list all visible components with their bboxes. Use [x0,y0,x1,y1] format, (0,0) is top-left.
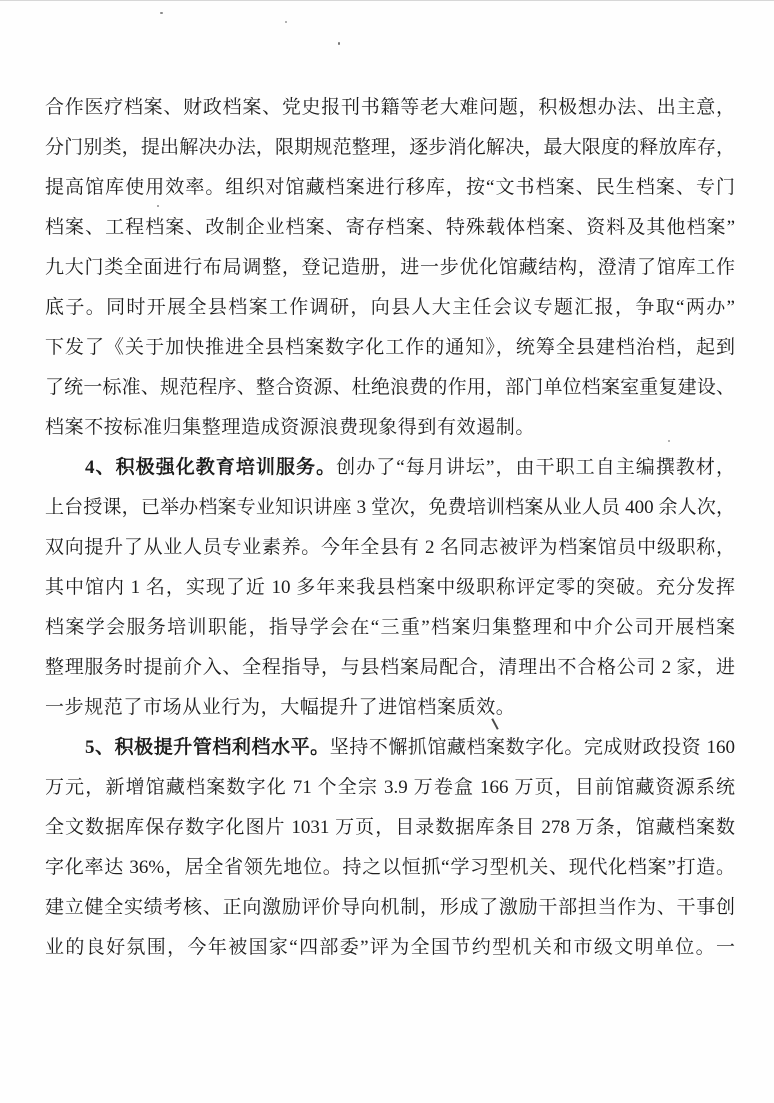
scan-artifact [285,21,287,23]
document-body [45,88,735,968]
text-segment: 合作医疗档案、财政档案、党史报刊书籍等老大难问题，积极想办法、出主意， [45,97,735,118]
bold-heading-segment: 4、积极强化教育培训服务。 [85,457,337,478]
text-segment: 双向提升了从业人员专业素养。今年全县有 2 名同志被评为档案馆员中级职称， [45,537,735,558]
text-line [45,768,735,808]
scan-edge-artifact [0,0,774,1]
text-segment: 创办了“每月讲坛”，由干职工自主编撰教材， [336,457,735,478]
scan-artifact [160,12,163,14]
text-segment: 提高馆库使用效率。组织对馆藏档案进行移库，按“文书档案、民生档案、专门 [45,177,735,198]
text-segment: 上台授课，已举办档案专业知识讲座 3 堂次，免费培训档案从业人员 400 余人次， [45,497,735,518]
text-line [45,288,735,328]
text-line [45,168,735,208]
text-segment: 档案不按标准归集整理造成资源浪费现象得到有效遏制。 [45,417,536,438]
text-line [45,248,735,288]
text-segment: 了统一标准、规范程序、整合资源、杜绝浪费的作用，部门单位档案室重复建设、 [45,377,735,398]
paragraph-start-line [45,728,735,768]
scan-artifact [668,440,670,442]
text-line [45,608,735,648]
text-segment: 整理服务时提前介入、全程指导，与县档案局配合，清理出不合格公司 2 家，进 [45,657,735,678]
text-line [45,328,735,368]
text-line [45,568,735,608]
text-line [45,808,735,848]
text-line [45,888,735,928]
text-segment: 全文数据库保存数字化图片 1031 万页，目录数据库条目 278 万条，馆藏档案数 [45,817,735,838]
text-segment: 九大门类全面进行布局调整，登记造册，进一步优化馆藏结构，澄清了馆库工作 [45,257,735,278]
text-line [45,208,735,248]
text-line [45,368,735,408]
text-line [45,648,735,688]
text-segment: 下发了《关于加快推进全县档案数字化工作的通知》，统筹全县建档治档，起到 [45,337,735,358]
text-segment: 建立健全实绩考核、正向激励评价导向机制，形成了激励干部担当作为、干事创 [45,897,735,918]
text-segment: 分门别类，提出解决办法，限期规范整理，逐步消化解决，最大限度的释放库存， [45,137,735,158]
text-segment: 底子。同时开展全县档案工作调研，向县人大主任会议专题汇报，争取“两办” [45,297,735,318]
text-segment: 其中馆内 1 名，实现了近 10 多年来我县档案中级职称评定零的突破。充分发挥 [45,577,735,598]
scan-artifact [338,42,340,45]
paragraph-start-line [45,448,735,488]
text-line [45,488,735,528]
text-segment: 坚持不懈抓馆藏档案数字化。完成财政投资 160 [329,737,735,758]
text-segment: 档案学会服务培训职能，指导学会在“三重”档案归集整理和中介公司开展档案 [45,617,735,638]
text-line [45,848,735,888]
text-line [45,528,735,568]
bold-heading-segment: 5、积极提升管档利档水平。 [85,737,330,758]
text-line [45,688,735,728]
text-line [45,128,735,168]
text-segment: 万元，新增馆藏档案数字化 71 个全宗 3.9 万卷盒 166 万页，目前馆藏资源系统 [45,777,735,798]
text-segment: 业的良好氛围，今年被国家“四部委”评为全国节约型机关和市级文明单位。一 [45,937,735,958]
scan-artifact [157,205,159,207]
text-segment: 档案、工程档案、改制企业档案、寄存档案、特殊载体档案、资料及其他档案” [45,217,735,238]
text-segment: 字化率达 36%，居全省领先地位。持之以恒抓“学习型机关、现代化档案”打造。 [45,857,735,878]
text-line [45,928,735,968]
text-segment: 一步规范了市场从业行为，大幅提升了进馆档案质效。 [45,697,516,718]
text-line [45,88,735,128]
text-line [45,408,735,448]
